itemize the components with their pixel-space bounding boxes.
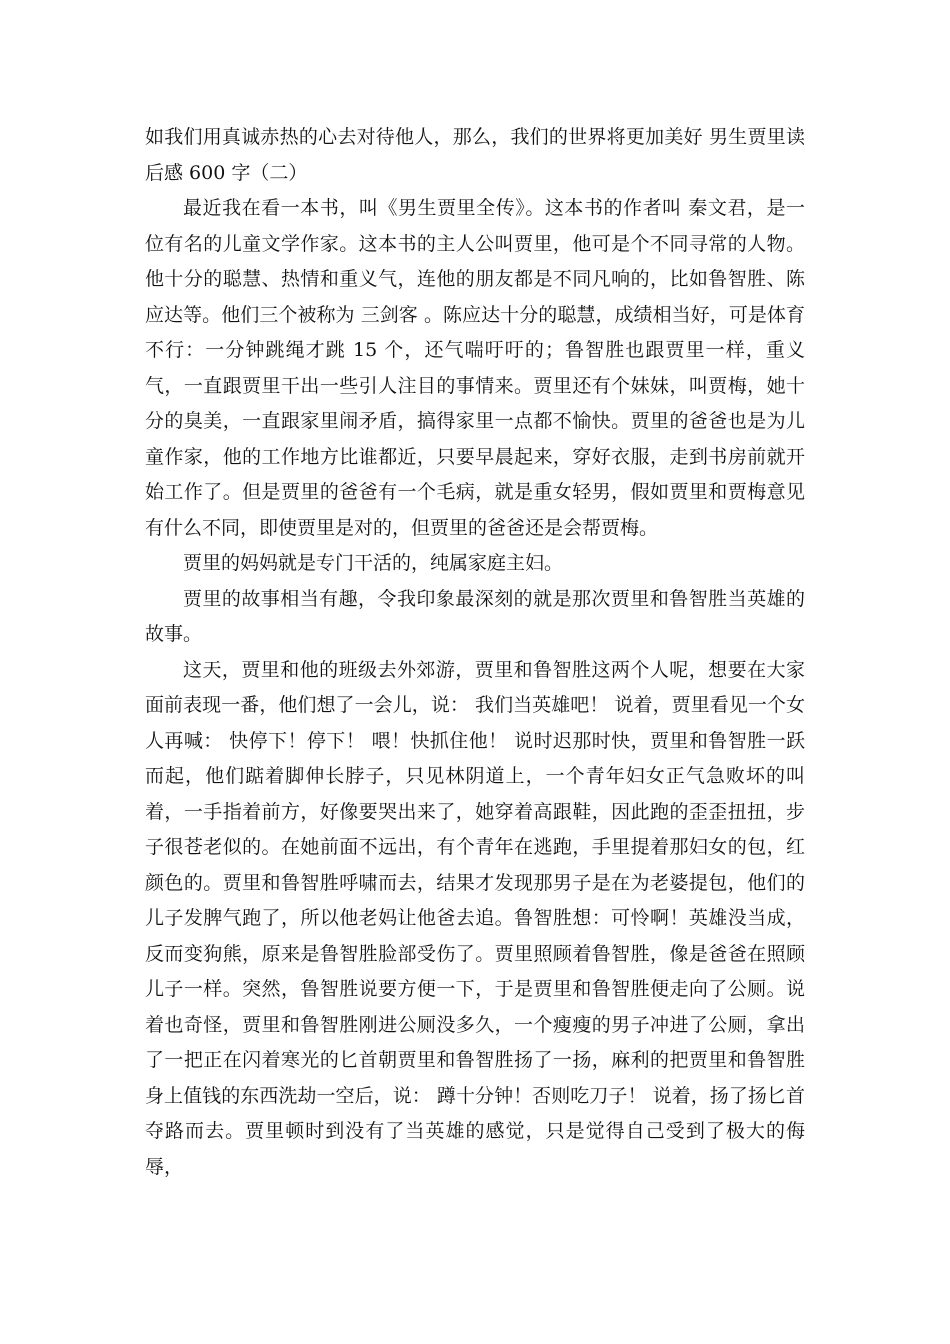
paragraph-title-line: 如我们用真诚赤热的心去对待他人，那么，我们的世界将更加美好 男生贾里读后感 600 字（二） (145, 126, 805, 184)
document-body (145, 120, 805, 1185)
paragraph-hero-story: 这天，贾里和他的班级去外郊游，贾里和鲁智胜这两个人呢，想要在大家面前表现一番，他们想了一会儿，说： 我们当英雄吧！ 说着，贾里看见一个女人再喊： 快停下！停下！ 喂！快抓住他！ 说时迟那时快，贾里和鲁智胜一跃而起，他们踮着脚伸长脖子，只见林阴道上，一个青年妇女正气急败坏的叫着，一手指着前方，好像要哭出来了，她穿着高跟鞋，因此跑的歪歪扭扭，步子很苍老似的。在她前面不远出，有个青年在逃跑，手里提着那妇女的包，红颜色的。贾里和鲁智胜呼啸而去，结果才发现那男子是在为老婆提包，他们的儿子发脾气跑了，所以他老妈让他爸去追。鲁智胜想：可怜啊！英雄没当成，反而变狗熊，原来是鲁智胜脸部受伤了。贾里照顾着鲁智胜，像是爸爸在照顾儿子一样。突然，鲁智胜说要方便一下，于是贾里和鲁智胜便走向了公厕。说着也奇怪，贾里和鲁智胜刚进公厕没多久，一个瘦瘦的男子冲进了公厕，拿出了一把正在闪着寒光的匕首朝贾里和鲁智胜扬了一扬，麻利的把贾里和鲁智胜身上值钱的东西洗劫一空后，说： 蹲十分钟！否则吃刀子！ 说着，扬了扬匕首夺路而去。贾里顿时到没有了当英雄的感觉，只是觉得自己受到了极大的侮辱， (145, 658, 805, 1178)
paragraph-favorite-story: 贾里的故事相当有趣，令我印象最深刻的就是那次贾里和鲁智胜当英雄的故事。 (145, 587, 805, 645)
paragraph-book-intro: 最近我在看一本书，叫《男生贾里全传》。这本书的作者叫 秦文君，是一位有名的儿童文学作家。这本书的主人公叫贾里，他可是个不同寻常的人物。他十分的聪慧、热情和重义气，连他的朋友都是不同凡响的，比如鲁智胜、陈应达等。他们三个被称为 三剑客 。陈应达十分的聪慧，成绩相当好，可是体育不行：一分钟跳绳才跳 15 个，还气喘吁吁的；鲁智胜也跟贾里一样，重义气，一直跟贾里干出一些引人注目的事情来。贾里还有个妹妹，叫贾梅，她十分的臭美，一直跟家里闹矛盾，搞得家里一点都不愉快。贾里的爸爸也是为儿童作家，他的工作地方比谁都近，只要早晨起来，穿好衣服，走到书房前就开始工作了。但是贾里的爸爸有一个毛病，就是重女轻男，假如贾里和贾梅意见有什么不同，即使贾里是对的，但贾里的爸爸还是会帮贾梅。 (145, 197, 805, 539)
paragraph-mother: 贾里的妈妈就是专门干活的，纯属家庭主妇。 (183, 552, 564, 574)
